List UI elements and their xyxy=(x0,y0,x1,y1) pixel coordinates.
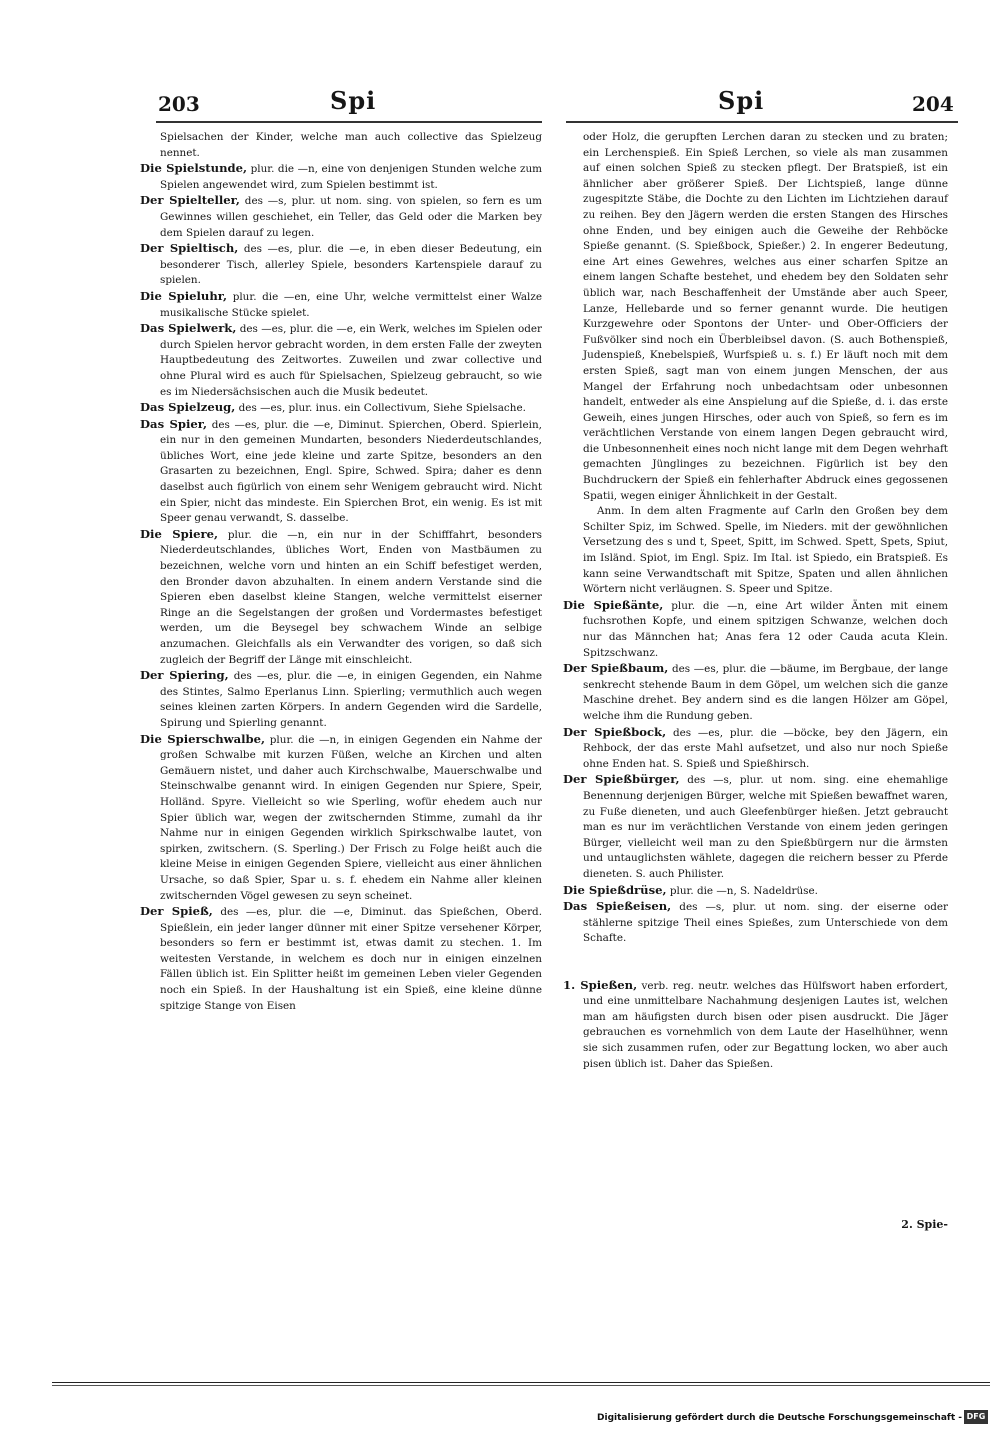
entry-text: verb. reg. neutr. welches das Hülfswort haben erfordert, und eine unmittelbare Nachahmung desjenigen Lautes ist, welchen man am häufigsten durch bisen oder pisen ausdruckt. Die Jäger gebrauchen es vornehmlich von dem Laute der Haselhühner, wenn sie sich zusammen rufen, oder zur Begattung locken, wo aber auch pisen üblich ist. Daher das Spießen. xyxy=(583,979,948,1070)
entry-text: des —s, plur. ut nom. sing. von spielen, so fern es um Gewinnes willen geschiehet, ein Teller, das Geld oder die Marken bey dem Spielen darauf zu legen. xyxy=(160,195,542,239)
entry-headword: Der Spießbock, xyxy=(563,724,667,739)
left-column xyxy=(140,130,542,1014)
entry-text: des —es, plur. die —e, in eben dieser Bedeutung, ein besonderer Tisch, allerley Spiele, besonders Kartenspiele darauf zu spielen. xyxy=(160,243,542,287)
entry-headword: Der Spieß, xyxy=(140,904,213,919)
entry-headword: Der Spießbaum, xyxy=(563,661,669,676)
dictionary-entry xyxy=(140,321,542,400)
entry-headword: Das Spielzeug, xyxy=(140,400,236,415)
dictionary-entry xyxy=(140,527,542,668)
continuation-paragraph xyxy=(563,130,948,504)
column-gap xyxy=(563,957,948,967)
entry-headword: 1. Spießen, xyxy=(563,977,638,992)
entry-text: des —s, plur. ut nom. sing. eine ehemahlige Benennung derjenigen Bürger, welche mit Spießen bewaffnet waren, zu Fuße dieneten, und auch Gleefenbürger hießen. Jetzt gebraucht man es nur im verächtlichen Verstande von einem jeden geringen Bürger, vielleicht weil man zu den Spießbürgern nur die ärmsten und untauglichsten wählete, dagegen die reichern besser zu Pferde dieneten. S. auch Philister. xyxy=(583,774,948,880)
entry-headword: Das Spielwerk, xyxy=(140,321,237,336)
left-running-head: Spi xyxy=(330,86,377,115)
footer-rule xyxy=(52,1382,990,1383)
dictionary-entry xyxy=(563,978,948,1073)
dictionary-entry xyxy=(140,289,542,321)
right-column xyxy=(563,130,948,1072)
dictionary-entry xyxy=(563,772,948,882)
entry-text: plur. die —n, S. Nadeldrüse. xyxy=(669,884,818,897)
right-running-head: Spi xyxy=(718,86,765,115)
entry-headword: Der Spießbürger, xyxy=(563,772,680,787)
entry-headword: Die Spieluhr, xyxy=(140,288,228,303)
dictionary-entry xyxy=(140,193,542,241)
entry-text: oder Holz, die gerupften Lerchen daran zu stecken und zu braten; ein Lerchenspieß. Ein Spieß Lerchen, so viele als man zusammen auf einen solchen Spieß zu stecken pflegt. Der Bratspieß, ist ein ähnlicher aber größerer Spieß. Der Lichtspieß, lange dünne zugespitzte Stäbe, die Dochte zu den Lichten im Lichtziehen darauf zu reihen. Bey den Jägern werden die ersten Stangen des Hirsches ohne Enden, und bey einigen auch die Geweihe der Rehböcke Spieße genannt. (S. Spießbock, Spießer.) 2. In engerer Bedeutung, eine Art eines Gewehres, welches aus einer scharfen Spitze an einem langen Schafte bestehet, und ehedem bey den Soldaten sehr üblich war, nach Beschaffenheit der Umstände aber auch Speer, Lanze, Hellebarde und so ferner genannt wurde. Die heutigen Kurzgewehre oder Spontons der Unter- und Ober-Officiers der Fußvölker sind noch ein Überbleibsel davon. (S. auch Bothenspieß, Judenspieß, Knebelspieß, Wurfspieß u. s. f.) Er läuft noch mit dem ersten Spieß, sagt man von einem jungen Menschen, der aus Mangel der Erfahrung noch unbedachtsam oder unbesonnen handelt, entweder als eine Anspielung auf die Spieße, d. i. das erste Geweih, eines jungen Hirsches, oder auch von Spieß, so fern es im verächtlichen Verstande von einem langen Degen gebraucht wird, die Unbesonnenheit eines noch nicht lange mit dem Degen wehrhaft gemachten Jünglinges zu bezeichnen. Figürlich ist bey den Buchdruckern der Spieß ein fehlerhafter Abdruck eines gegossenen Spatii, wegen einiger Ähnlichkeit in der Gestalt. xyxy=(583,131,948,502)
entry-text: des —es, plur. die —e, Diminut. Spierchen, Oberd. Spierlein, ein nur in den gemeinen Mundarten, besonders Niederdeutschlandes, übliches Wort, eine jede kleine und zarte Spitze, besonders an den Grasarten zu bezeichnen, Engl. Spire, Schwed. Spira; daher es denn daselbst auch figürlich von einem sehr Wenigem gebraucht wird. Nicht ein Spier, nicht das mindeste. Ein Spierchen Brot, ein wenig. Es ist mit Speer genau verwandt, S. dasselbe. xyxy=(160,418,542,525)
entry-text: des —es, plur. die —e, Diminut. das Spießchen, Oberd. Spießlein, ein jeder langer dünner mit einer Spitze versehener Körper, besonders so fern er bestimmt ist, etwas damit zu stechen. 1. Im weitesten Verstande, in welchem es doch nur in einigen einzelnen Fällen üblich ist. Ein Splitter heißt im gemeinen Leben vieler Gegenden noch ein Spieß. In der Haushaltung ist ein Spieß, eine kleine dünne spitzige Stange von Eisen xyxy=(160,906,542,1012)
entry-text: des —es, plur. die —bäume, im Bergbaue, der lange senkrecht stehende Baum in dem Göpel, um welchen sich die ganze Maschine drehet. Bey andern sind es die langen Hölzer am Göpel, welche ihm die Rundung geben. xyxy=(583,663,948,722)
left-header-rule xyxy=(156,121,542,123)
entry-text: plur. die —n, eine von denjenigen Stunden welche zum Spielen angewendet wird, zum Spielen bestimmt ist. xyxy=(160,163,542,191)
entry-headword: Die Spierschwalbe, xyxy=(140,731,266,746)
entry-headword: Der Spielteller, xyxy=(140,193,240,208)
entry-text: des —es, plur. die —e, in einigen Gegenden, ein Nahme des Stintes, Salmo Eperlanus Linn. Spierling; vermuthlich auch wegen seines kleinen zarten Körpers. In andern Gegenden wird die Sardelle, Spirung und Spierling genannt. xyxy=(160,670,542,729)
entry-headword: Die Spiere, xyxy=(140,526,219,541)
entry-text: plur. die —n, in einigen Gegenden ein Nahme der großen Schwalbe mit kurzen Füßen, welche an Kirchen und alten Gemäuern nistet, und daher auch Kirchschwalbe, Mauerschwalbe und Steinschwalbe genannt wird. In einigen Gegenden nur Spiere, Speir, Holländ. Spyre. Vielleicht so wie Sperling, wofür ehedem auch nur Spier üblich war, wegen der zwitschernden Stimme, zumahl da ihr Nahme nur in einigen Gegenden wirklich Spirkschwalbe lautet, von spirken, zwitschern. (S. Sperling.) Der Frisch zu Folge heißt auch die kleine Meise in einigen Gegenden Spiere, vielleicht aus einer ähnlichen Ursache, so daß Spier, Spar u. s. f. ehedem ein Nahme aller kleinen zwitschernden Vögel gewesen zu seyn scheinet. xyxy=(160,733,543,902)
dictionary-entry xyxy=(563,661,948,724)
right-page-number: 204 xyxy=(912,92,954,116)
entry-text: Anm. In dem alten Fragmente auf Carln den Großen bey dem Schilter Spiz, im Schwed. Spelle, im Nieders. mit der gewöhnlichen Versetzung des s und t, Speet, Spitt, im Schwed. Spett, Spets, Spiut, im Isländ. Spiot, im Engl. Spiz. Im Ital. ist Spiedo, ein Bratspieß. Es kann seine Verwandtschaft mit Spitze, Spaten und allen ähnlichen Wörtern nicht verläugnen. S. Speer und Spitze. xyxy=(583,505,948,596)
dictionary-entry xyxy=(563,883,948,900)
entry-text: des —es, plur. die —böcke, bey den Jägern, ein Rehbock, der das erste Mahl aufsetzet, und also nur noch Spieße ohne Enden hat. S. Spieß und Spießhirsch. xyxy=(583,726,948,770)
dictionary-entry xyxy=(140,400,542,417)
right-header-rule xyxy=(566,121,958,123)
entry-headword: Der Spieltisch, xyxy=(140,241,239,256)
entry-headword: Der Spiering, xyxy=(140,668,229,683)
annotation-paragraph xyxy=(563,504,948,598)
entry-headword: Die Spielstunde, xyxy=(140,161,248,176)
footer-rule-secondary xyxy=(52,1385,990,1386)
entry-text: plur. die —n, ein nur in der Schifffahrt, besonders Niederdeutschlandes, übliches Wort, Enden von Mastbäumen zu bezeichnen, welche vorn und hinten an ein Schiff befestiget werden, den Bronder davon abzuhalten. In einem andern Verstande sind die Spieren eben daselbst kleine Stangen, welche vermittelst eiserner Ringe an die Segelstangen der großen und Vordermastes befestiget werden, um die Beysegel bey schwachem Winde an selbige anzumachen. Gleichfalls als ein Verwandter des vorigen, so daß sich zugleich der Begriff der Länge mit einschleicht. xyxy=(160,528,542,666)
left-page-number: 203 xyxy=(158,92,200,116)
entry-text: plur. die —en, eine Uhr, welche vermittelst einer Walze musikalische Stücke spielet. xyxy=(160,290,542,319)
entry-headword: Die Spießdrüse, xyxy=(563,882,667,897)
entry-headword: Die Spießänte, xyxy=(563,597,664,612)
dictionary-entry xyxy=(563,899,948,947)
entry-text: des —es, plur. inus. ein Collectivum, Siehe Spielsache. xyxy=(238,402,526,415)
dictionary-entry xyxy=(140,417,542,527)
dictionary-entry xyxy=(140,241,542,289)
dictionary-entry xyxy=(563,725,948,773)
catchword: 2. Spie- xyxy=(901,1218,948,1231)
entry-text: Spielsachen der Kinder, welche man auch collective das Spielzeug nennet. xyxy=(160,131,542,159)
funding-notice: Digitalisierung gefördert durch die Deutsche Forschungsgemeinschaft - xyxy=(597,1413,962,1423)
dictionary-entry xyxy=(140,904,542,1014)
dictionary-entry xyxy=(140,668,542,731)
dfg-logo: DFG xyxy=(964,1410,988,1424)
entry-headword: Das Spier, xyxy=(140,416,208,431)
continuation-paragraph xyxy=(140,130,542,161)
entry-text: plur. die —n, eine Art wilder Änten mit einem fuchsrothen Kopfe, und einem spitzigen Schwanze, welchen doch nur das Männchen hat; Anas fera 12 oder Cauda acuta Klein. Spitzschwanz. xyxy=(583,599,948,659)
dictionary-entry xyxy=(140,161,542,193)
dictionary-entry xyxy=(563,598,948,661)
entry-text: des —es, plur. die —e, ein Werk, welches im Spielen oder durch Spielen hervor gebracht worden, in dem ersten Falle der zweyten Hauptbedeutung des Zeitwortes. Zuweilen und zwar collective und ohne Plural wird es auch für Spielsachen, Spielzeug gebraucht, so wie es im Niedersächsischen auch die Musik bedeutet. xyxy=(160,323,543,398)
dictionary-entry xyxy=(140,732,542,905)
entry-headword: Das Spießeisen, xyxy=(563,899,672,914)
entry-text: des —s, plur. ut nom. sing. der eiserne oder stählerne spitzige Theil eines Spießes, zum Unterschiede von dem Schafte. xyxy=(583,901,948,945)
